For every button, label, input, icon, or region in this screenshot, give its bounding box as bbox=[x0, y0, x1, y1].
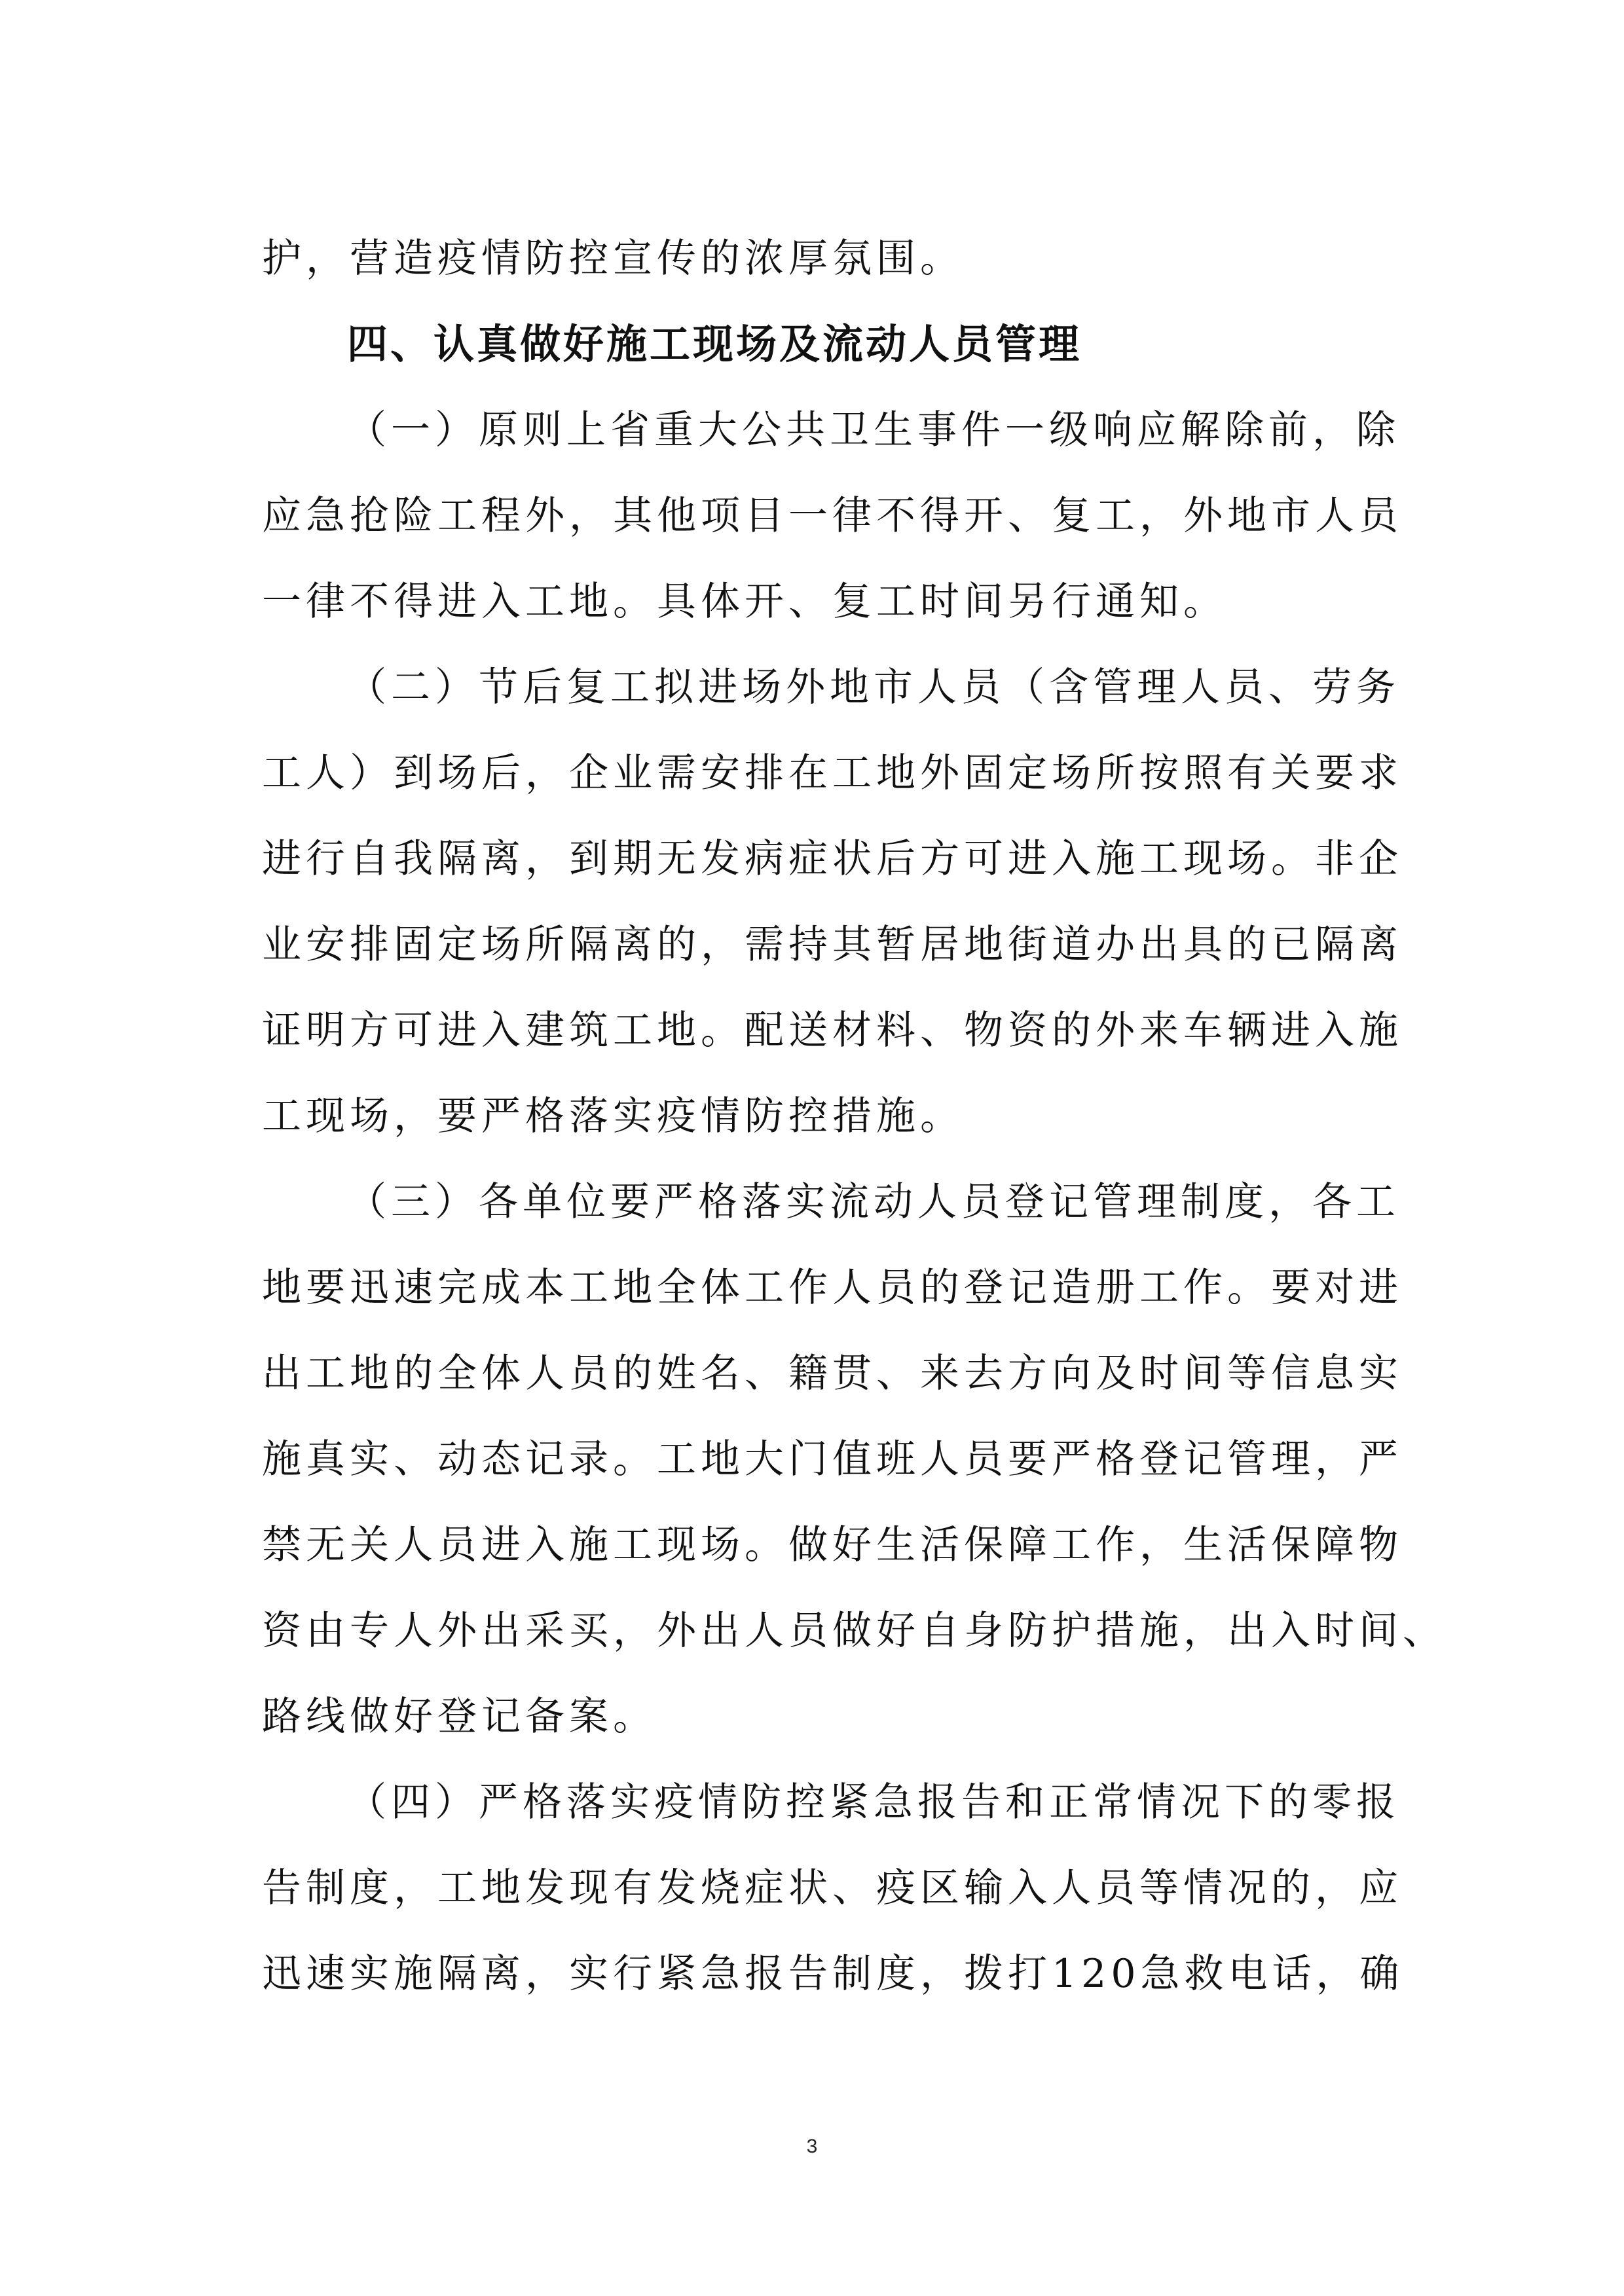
paragraph-line: 护，营造疫情防控宣传的浓厚氛围。 bbox=[262, 236, 964, 282]
paragraph-line: 出工地的全体人员的姓名、籍贯、来去方向及时间等信息实 bbox=[262, 1351, 1403, 1396]
paragraph-line: 证明方可进入建筑工地。配送材料、物资的外来车辆进入施 bbox=[262, 1008, 1403, 1053]
paragraph-line: 地要迅速完成本工地全体工作人员的登记造册工作。要对进 bbox=[262, 1265, 1403, 1311]
body-text bbox=[262, 223, 1447, 2024]
paragraph-line: 迅速实施隔离，实行紧急报告制度，拨打120急救电话，确 bbox=[262, 1951, 1404, 1997]
paragraph-line: （四）严格落实疫情防控紧急报告和正常情况下的零报 bbox=[347, 1779, 1400, 1825]
paragraph-line: 工现场，要严格落实疫情防控措施。 bbox=[262, 1093, 964, 1139]
paragraph-line: 工人）到场后，企业需安排在工地外固定场所按照有关要求 bbox=[262, 750, 1403, 796]
section-heading: 四、认真做好施工现场及流动人员管理 bbox=[347, 320, 1082, 368]
paragraph-line: 应急抢险工程外，其他项目一律不得开、复工，外地市人员 bbox=[262, 493, 1403, 539]
paragraph-line: 路线做好登记备案。 bbox=[262, 1694, 657, 1740]
paragraph-line: 告制度，工地发现有发烧症状、疫区输入人员等情况的，应 bbox=[262, 1865, 1403, 1911]
paragraph-line: （二）节后复工拟进场外地市人员（含管理人员、劳务 bbox=[347, 665, 1400, 710]
paragraph-line: 资由专人外出采买，外出人员做好自身防护措施，出入时间、 bbox=[262, 1608, 1447, 1654]
paragraph-line: 进行自我隔离，到期无发病症状后方可进入施工现场。非企 bbox=[262, 836, 1403, 882]
paragraph-line: 禁无关人员进入施工现场。做好生活保障工作，生活保障物 bbox=[262, 1522, 1403, 1568]
paragraph-line: 业安排固定场所隔离的，需持其暂居地街道办出具的已隔离 bbox=[262, 922, 1403, 968]
paragraph-line: 一律不得进入工地。具体开、复工时间另行通知。 bbox=[262, 579, 1227, 625]
page-number: 3 bbox=[806, 2136, 818, 2157]
paragraph-line: 施真实、动态记录。工地大门值班人员要严格登记管理，严 bbox=[262, 1436, 1403, 1482]
paragraph-line: （三）各单位要严格落实流动人员登记管理制度，各工 bbox=[347, 1179, 1400, 1225]
paragraph-line: （一）原则上省重大公共卫生事件一级响应解除前，除 bbox=[347, 407, 1400, 453]
